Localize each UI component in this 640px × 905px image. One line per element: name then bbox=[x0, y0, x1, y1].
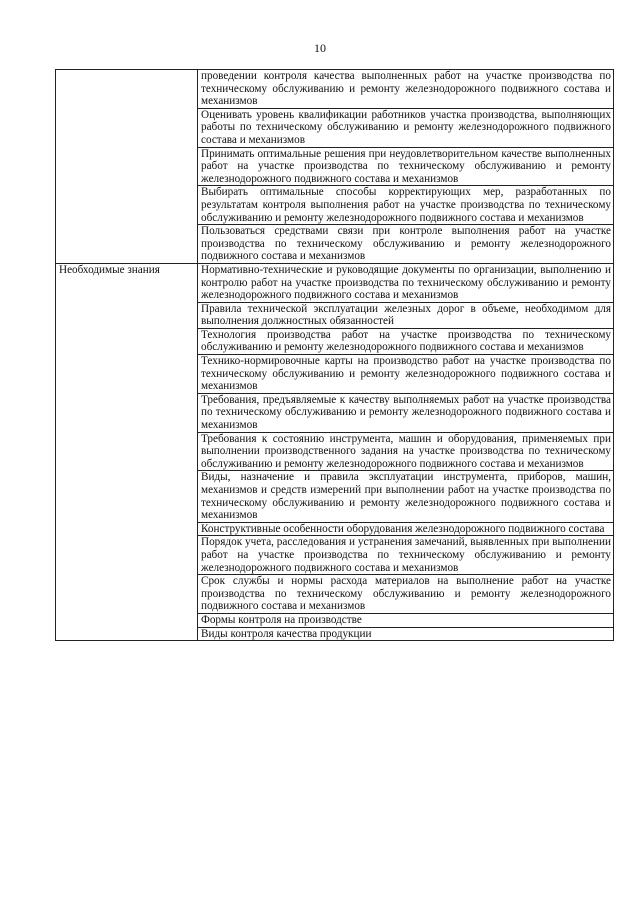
requirement-item: Нормативно-технические и руководящие документы по организации, выполнению и контролю работ на участке производства по техническому обслуживанию и ремонту железнодорожного подвижного состава и механизмов bbox=[198, 263, 614, 302]
requirement-item: Виды, назначение и правила эксплуатации инструмента, приборов, машин, механизмов и средств измерений при выполнении работ на участке производства по техническому обслуживанию и ремонту железнодорожного подвижного состава и механизмов bbox=[198, 471, 614, 522]
requirement-item: Выбирать оптимальные способы корректирующих мер, разработанных по результатам контроля выполнения работ на участке производства по техническому обслуживанию и ремонту железнодорожного подвижного состава и механизмов bbox=[198, 186, 614, 225]
table-row bbox=[56, 70, 614, 109]
requirement-item: проведении контроля качества выполненных работ на участке производства по техническому обслуживанию и ремонту железнодорожного подвижного состава и механизмов bbox=[198, 70, 614, 109]
page-number: 10 bbox=[314, 41, 326, 55]
table-row bbox=[56, 263, 614, 302]
requirement-item: Принимать оптимальные решения при неудовлетворительном качестве выполненных работ на участке производства по техническому обслуживанию и ремонту железнодорожного подвижного состава и механизмов bbox=[198, 147, 614, 186]
requirement-item: Виды контроля качества продукции bbox=[198, 627, 614, 641]
requirement-item: Пользоваться средствами связи при контроле выполнения работ на участке производства по техническому обслуживанию и ремонту железнодорожного подвижного состава и механизмов bbox=[198, 225, 614, 264]
requirement-item: Оценивать уровень квалификации работников участка производства, выполняющих работы по техническому обслуживанию и ремонту железнодорожного подвижного состава и механизмов bbox=[198, 108, 614, 147]
required-knowledge-label: Необходимые знания bbox=[56, 263, 198, 640]
requirement-item: Требования к состоянию инструмента, машин и оборудования, применяемых при выполнении производственного задания на участке производства по техническому обслуживанию и ремонту железнодорожного подвижного состава и механизмов bbox=[198, 432, 614, 471]
requirement-item: Технология производства работ на участке производства по техническому обслуживанию и ремонту железнодорожного подвижного состава и механизмов bbox=[198, 328, 614, 354]
table-body bbox=[56, 70, 614, 641]
requirement-item: Требования, предъявляемые к качеству выполняемых работ на участке производства по техническому обслуживанию и ремонту железнодорожного подвижного состава и механизмов bbox=[198, 393, 614, 432]
requirement-item: Технико-нормировочные карты на производство работ на участке производства по техническому обслуживанию и ремонту железнодорожного подвижного состава и механизмов bbox=[198, 355, 614, 394]
requirements-table bbox=[55, 69, 614, 641]
requirement-item: Правила технической эксплуатации железных дорог в объеме, необходимом для выполнения должностных обязанностей bbox=[198, 302, 614, 328]
continued-section-label-cell bbox=[56, 70, 198, 264]
requirement-item: Срок службы и нормы расхода материалов на выполнение работ на участке производства по техническому обслуживанию и ремонту железнодорожного подвижного состава и механизмов bbox=[198, 575, 614, 614]
requirement-item: Формы контроля на производстве bbox=[198, 613, 614, 627]
requirement-item: Порядок учета, расследования и устранения замечаний, выявленных при выполнении работ на участке производства по техническому обслуживанию и ремонту железнодорожного подвижного состава и механизмов bbox=[198, 536, 614, 575]
requirement-item: Конструктивные особенности оборудования железнодорожного подвижного состава bbox=[198, 522, 614, 536]
